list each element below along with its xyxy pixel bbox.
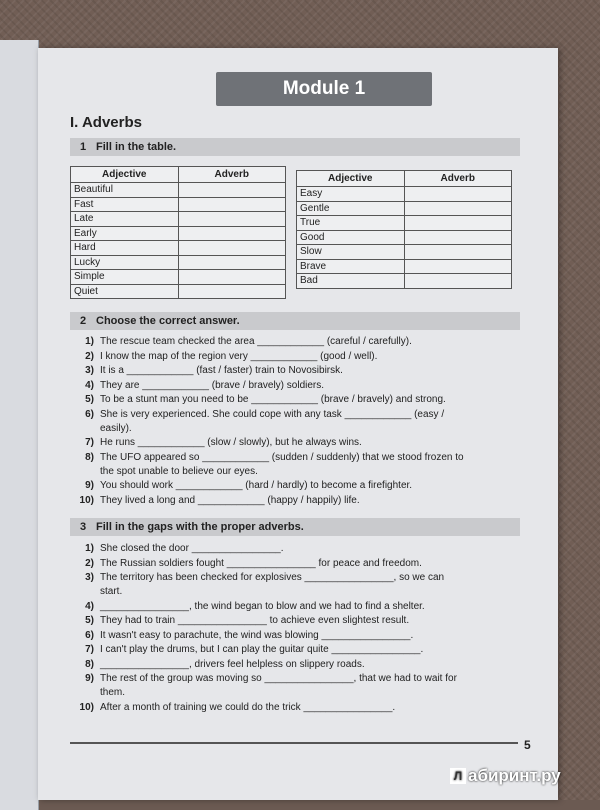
adjective-cell: Late bbox=[71, 212, 179, 227]
table-row bbox=[297, 274, 512, 289]
header-adverb: Adverb bbox=[404, 171, 512, 187]
table-row bbox=[71, 197, 286, 212]
adjective-table-right bbox=[296, 170, 512, 289]
question-text[interactable]: The Russian soldiers fought ________________ for peace and freedom. bbox=[100, 557, 422, 569]
exercise-2-instruction: Choose the correct answer. bbox=[96, 315, 240, 327]
question-text[interactable]: She closed the door ________________. bbox=[100, 543, 284, 554]
question-text[interactable]: I know the map of the region very ____________ (good / well). bbox=[100, 350, 378, 362]
table-row bbox=[297, 216, 512, 231]
question-number: 9) bbox=[85, 480, 94, 491]
question-number: 4) bbox=[85, 379, 94, 391]
header-adjective: Adjective bbox=[71, 167, 179, 183]
header-adjective: Adjective bbox=[297, 171, 405, 187]
exercise-3-number: 3 bbox=[79, 521, 87, 533]
table-row bbox=[297, 187, 512, 202]
question-item bbox=[72, 629, 512, 643]
table-row bbox=[71, 212, 286, 227]
question-number: 5) bbox=[85, 394, 94, 405]
question-item bbox=[72, 479, 512, 493]
table-row bbox=[71, 241, 286, 256]
question-text[interactable]: ________________, the wind began to blow and we had to find a shelter. bbox=[100, 600, 425, 612]
exercise-1-instruction: Fill in the table. bbox=[96, 141, 177, 153]
question-text[interactable]: The rescue team checked the area ____________ (careful / carefully). bbox=[100, 336, 412, 347]
question-continuation: start. bbox=[100, 586, 123, 597]
footer-line bbox=[70, 742, 518, 744]
adjective-table-left bbox=[70, 166, 286, 299]
exercise-1-header bbox=[70, 138, 520, 156]
question-number: 7) bbox=[85, 644, 94, 655]
adjective-cell: Simple bbox=[71, 270, 179, 285]
question-text[interactable]: It is a ____________ (fast / faster) train to Novosibirsk. bbox=[100, 365, 343, 376]
question-item bbox=[72, 494, 512, 508]
question-text[interactable]: She is very experienced. She could cope with any task ____________ (easy / bbox=[100, 408, 445, 420]
adjective-cell: Slow bbox=[297, 245, 405, 260]
table-row bbox=[297, 245, 512, 260]
module-banner: Module 1 bbox=[216, 72, 432, 106]
adverb-answer-cell[interactable] bbox=[178, 284, 286, 299]
question-number: 6) bbox=[85, 629, 94, 641]
question-item bbox=[72, 393, 512, 407]
adjective-cell: Bad bbox=[297, 274, 405, 289]
question-number: 3) bbox=[85, 365, 94, 376]
question-item bbox=[72, 379, 512, 393]
watermark-logo-icon: Л bbox=[450, 768, 466, 784]
adjective-cell: True bbox=[297, 216, 405, 231]
question-number: 1) bbox=[85, 336, 94, 347]
question-number: 4) bbox=[85, 600, 94, 612]
question-number: 2) bbox=[85, 350, 94, 362]
left-page-edge bbox=[0, 40, 39, 810]
question-number: 8) bbox=[85, 658, 94, 670]
exercise-2-header bbox=[70, 312, 520, 330]
table-row bbox=[71, 226, 286, 241]
exercise-1-number: 1 bbox=[79, 141, 87, 153]
question-number: 5) bbox=[85, 615, 94, 626]
question-item bbox=[72, 658, 512, 672]
question-text[interactable]: I can't play the drums, but I can play the guitar quite ________________. bbox=[100, 644, 424, 655]
adverb-answer-cell[interactable] bbox=[404, 259, 512, 274]
adverb-answer-cell[interactable] bbox=[178, 226, 286, 241]
workbook-page bbox=[38, 48, 558, 800]
question-item bbox=[72, 672, 512, 700]
question-item bbox=[72, 557, 512, 571]
question-number: 3) bbox=[85, 572, 94, 583]
adverb-answer-cell[interactable] bbox=[178, 197, 286, 212]
question-continuation: the spot unable to believe our eyes. bbox=[100, 465, 258, 477]
adverb-answer-cell[interactable] bbox=[404, 201, 512, 216]
question-item bbox=[72, 571, 512, 599]
question-text[interactable]: You should work ____________ (hard / hardly) to become a firefighter. bbox=[100, 480, 413, 491]
exercise-2-number: 2 bbox=[79, 315, 87, 327]
adjective-cell: Fast bbox=[71, 197, 179, 212]
adverb-answer-cell[interactable] bbox=[404, 230, 512, 245]
question-item bbox=[72, 364, 512, 378]
question-text[interactable]: The rest of the group was moving so ________________, that we had to wait for bbox=[100, 673, 457, 684]
table-row bbox=[297, 230, 512, 245]
adverb-answer-cell[interactable] bbox=[404, 274, 512, 289]
question-item bbox=[72, 335, 512, 349]
watermark bbox=[450, 766, 561, 786]
adjective-cell: Gentle bbox=[297, 201, 405, 216]
adjective-cell: Easy bbox=[297, 187, 405, 202]
section-title: I. Adverbs bbox=[70, 114, 142, 131]
question-continuation: them. bbox=[100, 687, 126, 698]
adverb-answer-cell[interactable] bbox=[178, 255, 286, 270]
question-number: 10) bbox=[79, 701, 94, 713]
question-text[interactable]: ________________, drivers feel helpless on slippery roads. bbox=[100, 658, 365, 670]
question-text[interactable]: They are ____________ (brave / bravely) soldiers. bbox=[100, 379, 325, 391]
question-item bbox=[72, 600, 512, 614]
adverb-answer-cell[interactable] bbox=[404, 245, 512, 260]
table-row bbox=[71, 255, 286, 270]
adverb-answer-cell[interactable] bbox=[404, 216, 512, 231]
adverb-answer-cell[interactable] bbox=[178, 241, 286, 256]
adjective-cell: Lucky bbox=[71, 255, 179, 270]
question-text[interactable]: The territory has been checked for explosives ________________, so we can bbox=[100, 572, 445, 583]
adjective-cell: Early bbox=[71, 226, 179, 241]
question-item bbox=[72, 643, 512, 657]
question-number: 9) bbox=[85, 673, 94, 684]
question-number: 1) bbox=[85, 543, 94, 554]
watermark-text: абиринт.ру bbox=[468, 766, 561, 785]
adverb-answer-cell[interactable] bbox=[178, 270, 286, 285]
question-item bbox=[72, 350, 512, 364]
adjective-cell: Quiet bbox=[71, 284, 179, 299]
page-number: 5 bbox=[524, 738, 531, 752]
adverb-answer-cell[interactable] bbox=[178, 183, 286, 198]
question-item bbox=[72, 614, 512, 628]
adjective-cell: Hard bbox=[71, 241, 179, 256]
question-number: 2) bbox=[85, 557, 94, 569]
question-text[interactable]: He runs ____________ (slow / slowly), but he always wins. bbox=[100, 437, 362, 448]
table-row bbox=[71, 270, 286, 285]
question-text[interactable]: To be a stunt man you need to be ____________ (brave / bravely) and strong. bbox=[100, 394, 446, 405]
question-item bbox=[72, 408, 512, 436]
question-text[interactable]: It wasn't easy to parachute, the wind was blowing ________________. bbox=[100, 629, 414, 641]
table-row bbox=[71, 284, 286, 299]
header-adverb: Adverb bbox=[178, 167, 286, 183]
adjective-cell: Good bbox=[297, 230, 405, 245]
question-item bbox=[72, 451, 512, 479]
table-row bbox=[297, 259, 512, 274]
table-row bbox=[71, 183, 286, 198]
adjective-cell: Brave bbox=[297, 259, 405, 274]
question-item bbox=[72, 436, 512, 450]
question-text[interactable]: They had to train ________________ to achieve even slightest result. bbox=[100, 615, 410, 626]
table-row bbox=[297, 201, 512, 216]
question-text[interactable]: After a month of training we could do the trick ________________. bbox=[100, 701, 396, 713]
adverb-answer-cell[interactable] bbox=[404, 187, 512, 202]
question-item bbox=[72, 701, 512, 715]
adverb-answer-cell[interactable] bbox=[178, 212, 286, 227]
question-number: 6) bbox=[85, 408, 94, 420]
adjective-cell: Beautiful bbox=[71, 183, 179, 198]
question-number: 8) bbox=[85, 451, 94, 463]
question-number: 7) bbox=[85, 437, 94, 448]
question-continuation: easily). bbox=[100, 422, 132, 434]
exercise-3-header bbox=[70, 518, 520, 536]
question-text[interactable]: The UFO appeared so ____________ (sudden / suddenly) that we stood frozen to bbox=[100, 451, 464, 463]
question-number: 10) bbox=[79, 494, 94, 506]
question-text[interactable]: They lived a long and ____________ (happy / happily) life. bbox=[100, 494, 360, 506]
exercise-3-instruction: Fill in the gaps with the proper adverbs. bbox=[96, 521, 304, 533]
question-item bbox=[72, 542, 512, 556]
